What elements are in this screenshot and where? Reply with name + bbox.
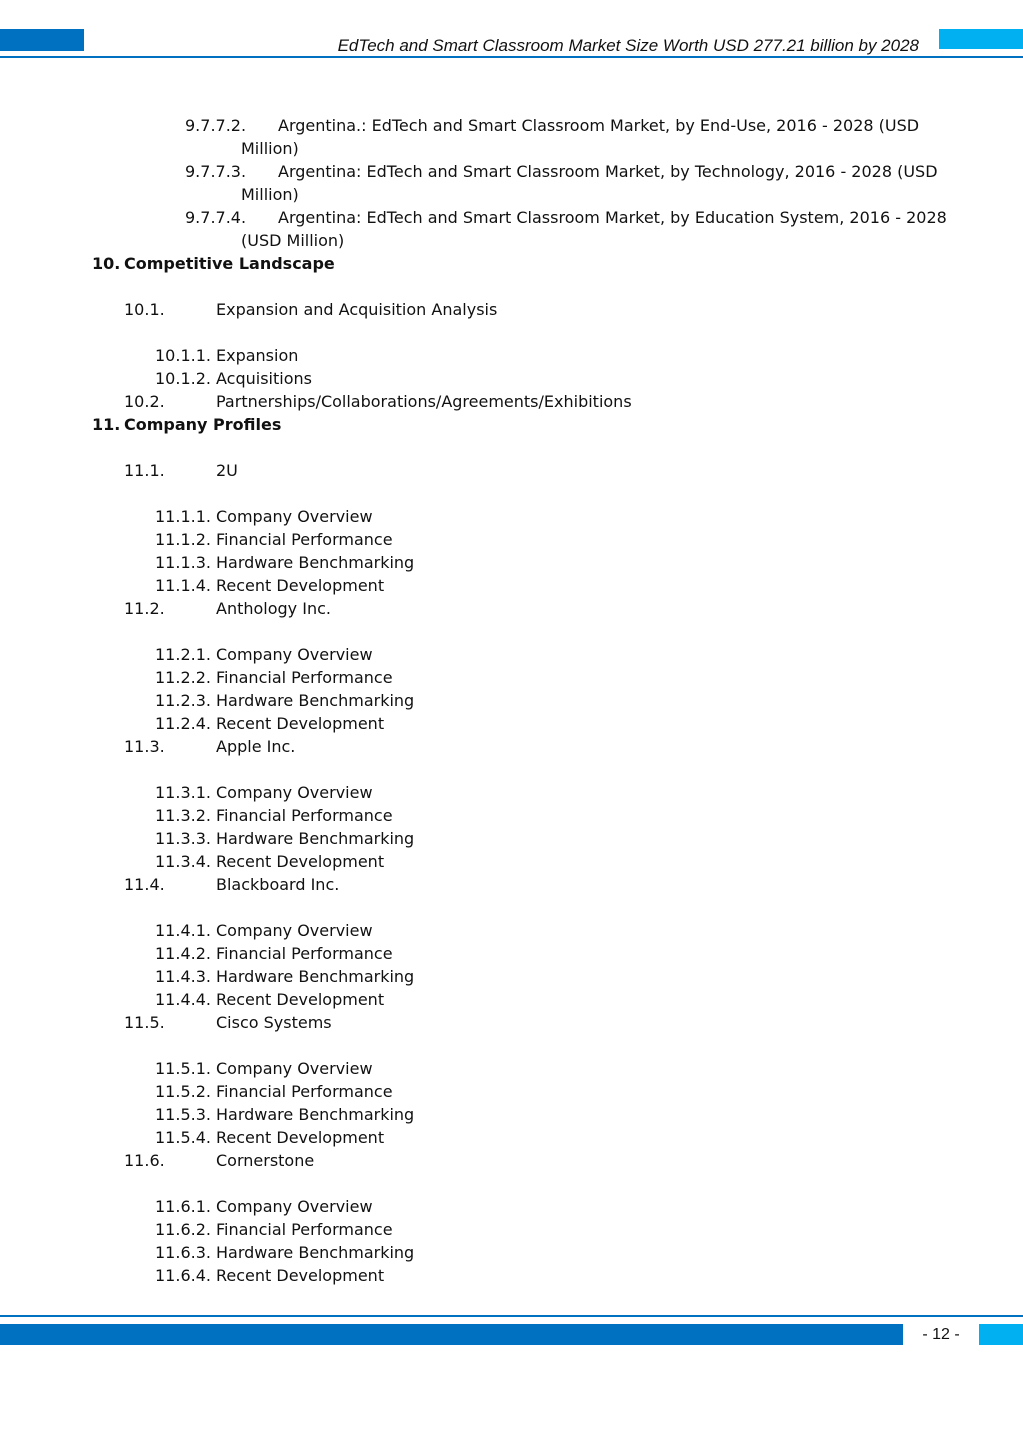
toc-chapter-11	[0, 413, 1023, 436]
toc-subsection	[0, 827, 1023, 850]
header-right-bar	[939, 29, 1023, 49]
toc-title: Financial Performance	[216, 668, 393, 687]
toc-subsection	[0, 367, 1023, 390]
toc-entry-continuation	[0, 183, 1023, 206]
toc-number: 11.3.4.	[155, 852, 211, 871]
toc-company-section	[0, 1011, 1023, 1034]
toc-subsection	[0, 781, 1023, 804]
toc-title: Hardware Benchmarking	[216, 829, 415, 848]
toc-subsection	[0, 689, 1023, 712]
toc-subsection	[0, 988, 1023, 1011]
toc-company-section	[0, 459, 1023, 482]
toc-entry-level4	[0, 206, 1023, 229]
toc-company-section	[0, 873, 1023, 896]
header-left-bar	[0, 29, 84, 51]
toc-title: Financial Performance	[216, 530, 393, 549]
toc-title: Blackboard Inc.	[216, 875, 340, 894]
toc-number: 11.2.2.	[155, 668, 211, 687]
toc-number: 11.3.1.	[155, 783, 211, 802]
toc-number: 11.6.4.	[155, 1266, 211, 1285]
toc-chapter-10	[0, 252, 1023, 275]
toc-title: Financial Performance	[216, 806, 393, 825]
toc-subsection	[0, 712, 1023, 735]
toc-subsection	[0, 505, 1023, 528]
toc-title: (USD Million)	[241, 231, 345, 250]
toc-company-section	[0, 597, 1023, 620]
page-number: - 12 -	[922, 1326, 960, 1343]
toc-number: 11.5.	[124, 1013, 165, 1032]
toc-title: Company Profiles	[124, 415, 282, 434]
toc-title: Argentina.: EdTech and Smart Classroom Market, by End-Use, 2016 - 2028 (USD	[278, 116, 920, 135]
toc-subsection	[0, 344, 1023, 367]
toc-title: Recent Development	[216, 852, 385, 871]
toc-title: Financial Performance	[216, 944, 393, 963]
header-title: EdTech and Smart Classroom Market Size Worth USD 277.21 billion by 2028	[337, 36, 919, 55]
toc-title: Competitive Landscape	[124, 254, 335, 273]
toc-number: 11.4.1.	[155, 921, 211, 940]
toc-number: 11.2.	[124, 599, 165, 618]
toc-subsection	[0, 804, 1023, 827]
toc-number: 11.6.1.	[155, 1197, 211, 1216]
toc-title: Hardware Benchmarking	[216, 967, 415, 986]
toc-subsection	[0, 1241, 1023, 1264]
toc-number: 11.6.2.	[155, 1220, 211, 1239]
toc-number: 11.6.3.	[155, 1243, 211, 1262]
toc-subsection	[0, 965, 1023, 988]
toc-title: Company Overview	[216, 1197, 373, 1216]
toc-title: Company Overview	[216, 921, 373, 940]
toc-title: Recent Development	[216, 1128, 385, 1147]
toc-number: 11.1.4.	[155, 576, 211, 595]
toc-number: 11.5.1.	[155, 1059, 211, 1078]
toc-number: 11.3.3.	[155, 829, 211, 848]
toc-number: 10.2.	[124, 392, 165, 411]
toc-title: Anthology Inc.	[216, 599, 331, 618]
toc-subsection	[0, 1057, 1023, 1080]
toc-subsection	[0, 574, 1023, 597]
toc-title: Hardware Benchmarking	[216, 1243, 415, 1262]
toc-title: Hardware Benchmarking	[216, 1105, 415, 1124]
toc-number: 11.3.	[124, 737, 165, 756]
toc-number: 11.4.3.	[155, 967, 211, 986]
toc-number: 11.4.2.	[155, 944, 211, 963]
toc-title: Company Overview	[216, 507, 373, 526]
toc-title: Million)	[241, 139, 299, 158]
toc-subsection	[0, 643, 1023, 666]
toc-subsection	[0, 919, 1023, 942]
toc-title: Financial Performance	[216, 1220, 393, 1239]
toc-company-section	[0, 1149, 1023, 1172]
toc-entry-level4	[0, 160, 1023, 183]
toc-subsection	[0, 1218, 1023, 1241]
toc-subsection	[0, 528, 1023, 551]
toc-number: 11.	[92, 415, 121, 434]
toc-number: 11.5.2.	[155, 1082, 211, 1101]
toc-subsection	[0, 1264, 1023, 1287]
toc-subsection	[0, 1103, 1023, 1126]
toc-subsection	[0, 551, 1023, 574]
toc-subsection	[0, 1080, 1023, 1103]
toc-number: 11.4.4.	[155, 990, 211, 1009]
toc-entry-continuation	[0, 137, 1023, 160]
toc-subsection	[0, 666, 1023, 689]
toc-title: Hardware Benchmarking	[216, 553, 415, 572]
toc-number: 9.7.7.2.	[185, 116, 247, 135]
toc-subsection	[0, 942, 1023, 965]
toc-number: 11.3.2.	[155, 806, 211, 825]
toc-number: 11.5.3.	[155, 1105, 211, 1124]
toc-title: Apple Inc.	[216, 737, 296, 756]
toc-title: Company Overview	[216, 783, 373, 802]
toc-title: Recent Development	[216, 714, 385, 733]
toc-number: 11.1.3.	[155, 553, 211, 572]
toc-number: 11.2.1.	[155, 645, 211, 664]
toc-entry-continuation	[0, 229, 1023, 252]
toc-title: Hardware Benchmarking	[216, 691, 415, 710]
footer-right-bar	[979, 1324, 1023, 1345]
toc-entry-level4	[0, 114, 1023, 137]
toc-title: Argentina: EdTech and Smart Classroom Market, by Education System, 2016 - 2028	[278, 208, 947, 227]
toc-subsection	[0, 850, 1023, 873]
toc-title: Company Overview	[216, 1059, 373, 1078]
toc-number: 11.6.	[124, 1151, 165, 1170]
toc-section-10-1	[0, 298, 1023, 321]
footer-rule	[0, 1315, 1023, 1317]
toc-title: Acquisitions	[216, 369, 312, 388]
toc-subsection	[0, 1195, 1023, 1218]
toc-title: Million)	[241, 185, 299, 204]
toc-title: Partnerships/Collaborations/Agreements/Exhibitions	[216, 392, 632, 411]
toc-number: 9.7.7.3.	[185, 162, 247, 181]
toc-number: 11.1.2.	[155, 530, 211, 549]
toc-company-section	[0, 735, 1023, 758]
toc-number: 11.1.1.	[155, 507, 211, 526]
toc-number: 10.1.1.	[155, 346, 211, 365]
toc-number: 11.4.	[124, 875, 165, 894]
toc-number: 9.7.7.4.	[185, 208, 247, 227]
toc-title: Financial Performance	[216, 1082, 393, 1101]
toc-number: 11.2.4.	[155, 714, 211, 733]
toc-number: 10.1.	[124, 300, 165, 319]
toc-section-10-2	[0, 390, 1023, 413]
toc-title: Recent Development	[216, 990, 385, 1009]
footer-bar	[0, 1324, 903, 1345]
toc-number: 11.1.	[124, 461, 165, 480]
toc-title: Expansion	[216, 346, 299, 365]
toc-title: 2U	[216, 461, 238, 480]
toc-number: 10.	[92, 254, 121, 273]
toc-title: Company Overview	[216, 645, 373, 664]
toc-subsection	[0, 1126, 1023, 1149]
header-rule	[0, 56, 1023, 58]
toc-title: Cisco Systems	[216, 1013, 332, 1032]
toc-title: Argentina: EdTech and Smart Classroom Market, by Technology, 2016 - 2028 (USD	[278, 162, 938, 181]
toc-number: 11.2.3.	[155, 691, 211, 710]
toc-title: Cornerstone	[216, 1151, 315, 1170]
toc-number: 11.5.4.	[155, 1128, 211, 1147]
toc-title: Recent Development	[216, 1266, 385, 1285]
toc-number: 10.1.2.	[155, 369, 211, 388]
toc-title: Expansion and Acquisition Analysis	[216, 300, 498, 319]
toc-title: Recent Development	[216, 576, 385, 595]
